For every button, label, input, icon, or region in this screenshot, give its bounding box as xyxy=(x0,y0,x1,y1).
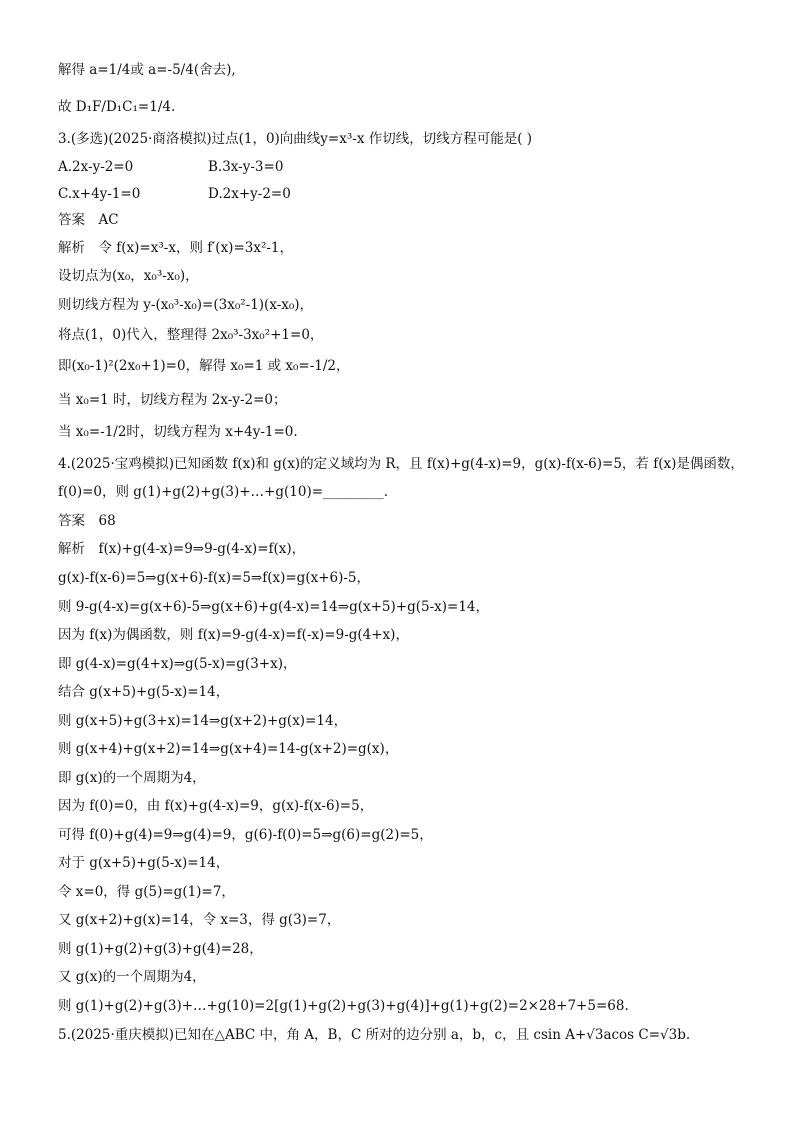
option-d: D.2x+y-2=0 xyxy=(208,186,291,202)
analysis-line: 对于 g(x+5)+g(5-x)=14， xyxy=(58,855,230,871)
answer-4: 答案 68 xyxy=(58,513,116,529)
analysis-line: 设切点为(x₀，x₀³-x₀)， xyxy=(58,268,199,284)
analysis-line: 又 g(x)的一个周期为4， xyxy=(58,969,206,985)
question-4-stem: 4.(2025·宝鸡模拟)已知函数 f(x)和 g(x)的定义域均为 R，且 f(x)+g(4-x)=9，g(x)-f(x-6)=5，若 f(x)是偶函数， xyxy=(58,456,744,472)
question-4-stem-cont: f(0)=0，则 g(1)+g(2)+g(3)+…+g(10)=_________. xyxy=(58,484,389,500)
analysis-line: 结合 g(x+5)+g(5-x)=14， xyxy=(58,684,230,700)
question-3-stem: 3.(多选)(2025·商洛模拟)过点(1，0)向曲线y=x³-x 作切线，切线方程可能是( ) xyxy=(58,131,533,147)
analysis-line: 则 g(x+5)+g(3+x)=14⇒g(x+2)+g(x)=14， xyxy=(58,713,348,729)
analysis-line: 则 g(x+4)+g(x+2)=14⇒g(x+4)=14-g(x+2)=g(x)， xyxy=(58,741,399,757)
option-c: C.x+4y-1=0 xyxy=(58,186,141,202)
analysis-line: 即(x₀-1)²(2x₀+1)=0，解得 x₀=1 或 x₀=-1/2， xyxy=(58,358,350,374)
analysis-line: 可得 f(0)+g(4)=9⇒g(4)=9，g(6)-f(0)=5⇒g(6)=g(2)=5， xyxy=(58,827,433,843)
analysis-line: 将点(1，0)代入，整理得 2x₀³-3x₀²+1=0， xyxy=(58,327,324,343)
analysis-line: 解析 令 f(x)=x³-x，则 f′(x)=3x²-1， xyxy=(58,240,294,256)
answer-3: 答案 AC xyxy=(58,212,119,228)
analysis-line: 当 x₀=1 时，切线方程为 2x-y-2=0； xyxy=(58,392,287,408)
option-a: A.2x-y-2=0 xyxy=(58,159,134,175)
analysis-line: 因为 f(x)为偶函数，则 f(x)=9-g(4-x)=f(-x)=9-g(4+x)， xyxy=(58,627,409,643)
analysis-line: 又 g(x+2)+g(x)=14，令 x=3，得 g(3)=7， xyxy=(58,912,341,928)
analysis-line: 则 g(1)+g(2)+g(3)+…+g(10)=2[g(1)+g(2)+g(3)+g(4)]+g(1)+g(2)=2×28+7+5=68. xyxy=(58,998,629,1014)
analysis-line: g(x)-f(x-6)=5⇒g(x+6)-f(x)=5⇒f(x)=g(x+6)-5， xyxy=(58,570,371,586)
analysis-line: 则切线方程为 y-(x₀³-x₀)=(3x₀²-1)(x-x₀)， xyxy=(58,297,314,313)
analysis-line: 则 9-g(4-x)=g(x+6)-5⇒g(x+6)+g(4-x)=14⇒g(x+5)+g(5-x)=14， xyxy=(58,599,490,615)
analysis-line: 即 g(4-x)=g(4+x)⇒g(5-x)=g(3+x)， xyxy=(58,656,297,672)
question-5-stem: 5.(2025·重庆模拟)已知在△ABC 中，角 A，B，C 所对的边分别 a，b，c，且 csin A+√3acos C=√3b. xyxy=(58,1027,691,1043)
solution-line: 解得 a=1/4或 a=-5/4(舍去), xyxy=(58,62,236,78)
analysis-line: 因为 f(0)=0，由 f(x)+g(4-x)=9，g(x)-f(x-6)=5， xyxy=(58,798,374,814)
ratio-line: 故 D₁F/D₁C₁=1/4. xyxy=(58,99,176,115)
analysis-line: 则 g(1)+g(2)+g(3)+g(4)=28， xyxy=(58,941,263,957)
analysis-line: 即 g(x)的一个周期为4， xyxy=(58,770,206,786)
analysis-line: 解析 f(x)+g(4-x)=9⇒9-g(4-x)=f(x)， xyxy=(58,541,306,557)
analysis-line: 令 x=0，得 g(5)=g(1)=7， xyxy=(58,884,235,900)
option-b: B.3x-y-3=0 xyxy=(208,159,284,175)
analysis-line: 当 x₀=-1/2时，切线方程为 x+4y-1=0. xyxy=(58,424,298,440)
